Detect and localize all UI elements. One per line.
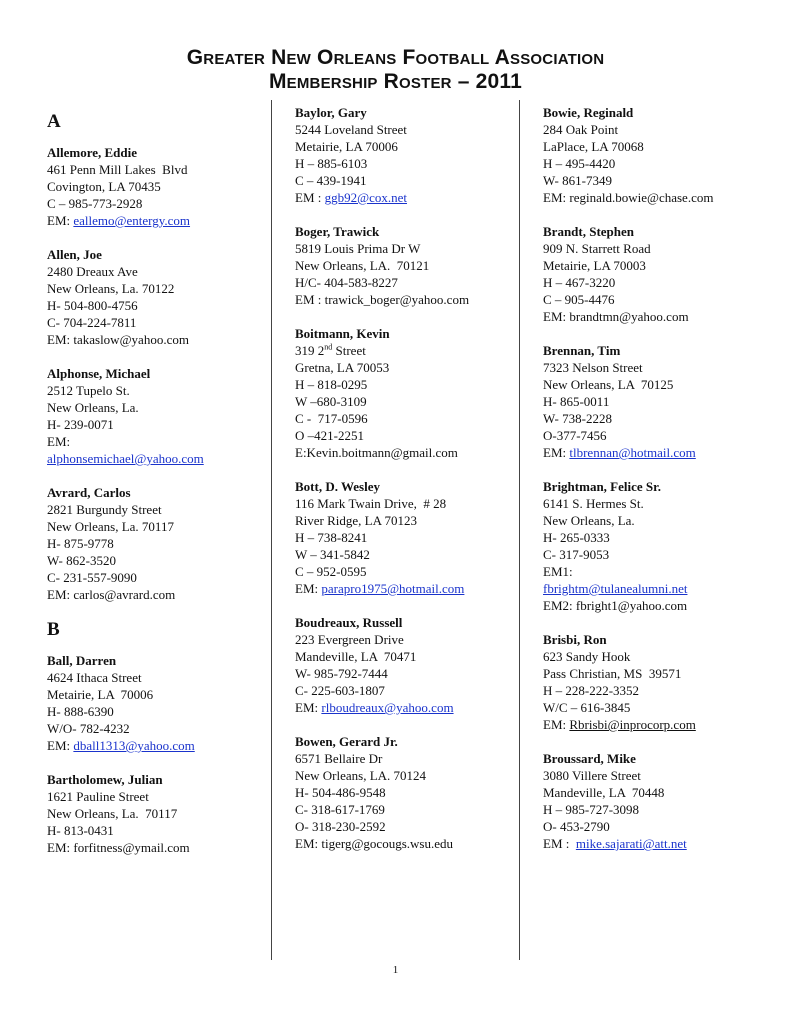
entry-line (543, 818, 783, 835)
email-link[interactable]: rlboudreaux@yahoo.com (321, 700, 454, 715)
entry-line (543, 699, 783, 716)
roster-entry (295, 223, 510, 308)
roster-entry (543, 342, 783, 461)
entry-text: New Orleans, LA. 70121 (295, 258, 430, 273)
roster-entry (543, 104, 783, 206)
member-name: Brisbi, Ron (543, 632, 607, 647)
entry-text: O-377-7456 (543, 428, 607, 443)
entry-line (295, 155, 510, 172)
entry-text: H- 239-0071 (47, 417, 114, 432)
entry-line (295, 631, 510, 648)
entry-text: E:Kevin.boitmann@gmail.com (295, 445, 458, 460)
title-line-2: Membership Roster – 2011 (268, 70, 523, 93)
entry-line (295, 393, 510, 410)
column-divider-right (519, 100, 520, 960)
entry-text: 3080 Villere Street (543, 768, 641, 783)
entry-line (47, 382, 262, 399)
entry-line (543, 189, 783, 206)
roster-entry (47, 365, 262, 467)
entry-line (295, 801, 510, 818)
entry-text: EM: carlos@avrard.com (47, 587, 176, 602)
email-prefix: EM : (543, 836, 576, 851)
entry-line (295, 257, 510, 274)
entry-text: New Orleans, LA. 70124 (295, 768, 427, 783)
member-name: Bott, D. Wesley (295, 479, 380, 494)
entry-text: New Orleans, La. (47, 400, 139, 415)
entry-text: C – 439-1941 (295, 173, 367, 188)
roster-entry (295, 614, 510, 716)
roster-entry (295, 478, 510, 597)
entry-text: C – 952-0595 (295, 564, 367, 579)
entry-line (47, 280, 262, 297)
entry-text: W- 985-792-7444 (295, 666, 388, 681)
entry-text: 284 Oak Point (543, 122, 619, 137)
entry-line (543, 155, 783, 172)
entry-text: H – 228-222-3352 (543, 683, 640, 698)
entry-text: Gretna, LA 70053 (295, 360, 390, 375)
entry-text: 319 2 (295, 343, 325, 358)
email-prefix: EM: (47, 213, 74, 228)
entry-line (47, 518, 262, 535)
entry-text: Street (332, 343, 366, 358)
entry-line (543, 563, 783, 580)
roster-entry (295, 104, 510, 206)
entry-line (543, 427, 783, 444)
entry-line (295, 410, 510, 427)
entry-line (47, 399, 262, 416)
entry-text: 1621 Pauline Street (47, 789, 149, 804)
entry-line (295, 138, 510, 155)
entry-text: EM: tigerg@gocougs.wsu.edu (295, 836, 453, 851)
entry-line (543, 274, 783, 291)
entry-line (295, 240, 510, 257)
entry-text: C- 225-603-1807 (295, 683, 385, 698)
entry-line (47, 161, 262, 178)
member-name: Bowen, Gerard Jr. (295, 734, 398, 749)
entry-text: W- 862-3520 (47, 553, 116, 568)
entry-text: 2821 Burgundy Street (47, 502, 162, 517)
entry-text: Metairie, LA 70006 (47, 687, 154, 702)
entry-text: H/C- 404-583-8227 (295, 275, 398, 290)
member-name: Avrard, Carlos (47, 485, 131, 500)
entry-line (295, 835, 510, 852)
entry-text: H- 504-800-4756 (47, 298, 138, 313)
email-link[interactable]: eallemo@entergy.com (73, 213, 191, 228)
member-name: Allen, Joe (47, 247, 102, 262)
entry-line (47, 805, 262, 822)
entries-col2 (295, 104, 510, 852)
document-title (0, 46, 791, 94)
email-prefix: EM: (47, 738, 74, 753)
entry-line (543, 359, 783, 376)
member-name: Boger, Trawick (295, 224, 380, 239)
entry-line (543, 410, 783, 427)
roster-entry (47, 144, 262, 229)
entry-line (543, 138, 783, 155)
entry-line (47, 535, 262, 552)
entry-text: New Orleans, La. 70117 (47, 519, 174, 534)
entry-line (295, 665, 510, 682)
email-prefix: EM: (295, 581, 322, 596)
entry-line (295, 580, 510, 597)
entry-line (47, 788, 262, 805)
entry-text: C – 905-4476 (543, 292, 615, 307)
entries-a (47, 144, 262, 603)
email-link[interactable]: dball1313@yahoo.com (73, 738, 195, 753)
entry-line (543, 512, 783, 529)
entry-text: Metairie, LA 70006 (295, 139, 398, 154)
entry-text: River Ridge, LA 70123 (295, 513, 418, 528)
entry-line (295, 784, 510, 801)
entry-line (543, 784, 783, 801)
entry-line (47, 450, 262, 467)
entry-line (543, 665, 783, 682)
entry-line (47, 737, 262, 754)
email-link[interactable]: ggb92@cox.net (324, 190, 407, 205)
entry-line (47, 178, 262, 195)
member-name: Brennan, Tim (543, 343, 621, 358)
member-name: Bowie, Reginald (543, 105, 634, 120)
entry-text: H – 985-727-3098 (543, 802, 640, 817)
entry-line (543, 308, 783, 325)
entry-line (543, 648, 783, 665)
entry-text: O –421-2251 (295, 428, 364, 443)
entry-text: 461 Penn Mill Lakes Blvd (47, 162, 188, 177)
entries-b (47, 652, 262, 856)
entry-line (295, 750, 510, 767)
entry-text: 2512 Tupelo St. (47, 383, 130, 398)
entry-line (295, 682, 510, 699)
entry-line (47, 195, 262, 212)
entry-line (543, 240, 783, 257)
entry-line (47, 331, 262, 348)
entry-text: 7323 Nelson Street (543, 360, 643, 375)
entry-text: W- 738-2228 (543, 411, 612, 426)
entry-text: EM: takaslow@yahoo.com (47, 332, 189, 347)
entry-line (543, 444, 783, 461)
entry-line (543, 172, 783, 189)
roster-entry (47, 484, 262, 603)
email-prefix: EM: (543, 445, 570, 460)
entry-text: C – 985-773-2928 (47, 196, 143, 211)
entry-line (543, 835, 783, 852)
member-name: Alphonse, Michael (47, 366, 151, 381)
entry-text: O- 453-2790 (543, 819, 610, 834)
entry-text: H- 888-6390 (47, 704, 114, 719)
roster-entry (543, 750, 783, 852)
roster-entry (543, 223, 783, 325)
roster-entry (47, 652, 262, 754)
entry-line (543, 767, 783, 784)
entry-text: H – 495-4420 (543, 156, 616, 171)
entry-line (47, 703, 262, 720)
entry-line (295, 342, 510, 359)
entry-line (543, 597, 783, 614)
entry-line (295, 648, 510, 665)
entry-text: H – 738-8241 (295, 530, 368, 545)
entry-text: W/O- 782-4232 (47, 721, 130, 736)
roster-column-1 (47, 104, 262, 873)
entry-text: Pass Christian, MS 39571 (543, 666, 682, 681)
entry-text: C- 231-557-9090 (47, 570, 137, 585)
entry-line (47, 720, 262, 737)
entry-text: H- 813-0431 (47, 823, 114, 838)
entry-line (543, 801, 783, 818)
entry-text: 2480 Dreaux Ave (47, 264, 138, 279)
entry-line (47, 669, 262, 686)
entry-line (295, 121, 510, 138)
entry-line (295, 495, 510, 512)
entry-line (543, 495, 783, 512)
email-prefix: EM : (295, 190, 325, 205)
entry-line (295, 427, 510, 444)
entry-line (543, 291, 783, 308)
entry-text: 5819 Louis Prima Dr W (295, 241, 421, 256)
entry-line (295, 274, 510, 291)
entry-text: H – 467-3220 (543, 275, 616, 290)
entry-line (543, 580, 783, 597)
entry-line (543, 121, 783, 138)
entries-col3 (543, 104, 783, 852)
entry-text: EM: reginald.bowie@chase.com (543, 190, 714, 205)
entry-text: EM1: (543, 564, 573, 579)
entry-text: New Orleans, La. 70122 (47, 281, 175, 296)
entry-line (295, 444, 510, 461)
entry-line (543, 257, 783, 274)
member-name: Allemore, Eddie (47, 145, 138, 160)
entry-text: C- 318-617-1769 (295, 802, 385, 817)
section-letter-b: B (47, 619, 60, 640)
entry-line (47, 263, 262, 280)
entry-line (295, 699, 510, 716)
entry-text: W –680-3109 (295, 394, 367, 409)
entry-line (543, 393, 783, 410)
entry-text: H- 875-9778 (47, 536, 114, 551)
entry-line (47, 501, 262, 518)
roster-entry (295, 325, 510, 461)
entry-text: C- 317-9053 (543, 547, 610, 562)
entry-line (47, 552, 262, 569)
entry-text: C- 704-224-7811 (47, 315, 137, 330)
entry-text: 6141 S. Hermes St. (543, 496, 644, 511)
column-divider-left (271, 100, 272, 960)
entry-line (47, 839, 262, 856)
entry-text: Metairie, LA 70003 (543, 258, 646, 273)
member-name: Boitmann, Kevin (295, 326, 390, 341)
email-prefix: EM: (543, 717, 570, 732)
entry-text: H- 504-486-9548 (295, 785, 386, 800)
entry-line (47, 297, 262, 314)
entry-line (47, 586, 262, 603)
entry-text: EM2: fbright1@yahoo.com (543, 598, 688, 613)
entry-line (47, 416, 262, 433)
entry-text: EM: brandtmn@yahoo.com (543, 309, 689, 324)
email-prefix: EM: (295, 700, 322, 715)
entry-text: H – 818-0295 (295, 377, 368, 392)
entry-text: Covington, LA 70435 (47, 179, 161, 194)
email-link[interactable]: fbrightm@tulanealumni.net (543, 581, 688, 596)
roster-entry (295, 733, 510, 852)
entry-line (47, 433, 262, 450)
entry-line (295, 563, 510, 580)
member-name: Brightman, Felice Sr. (543, 479, 661, 494)
entry-text: 116 Mark Twain Drive, # 28 (295, 496, 447, 511)
roster-entry (543, 478, 783, 614)
ordinal-suffix: nd (324, 342, 333, 352)
entry-text: New Orleans, La. 70117 (47, 806, 178, 821)
member-name: Bartholomew, Julian (47, 772, 163, 787)
entry-line (543, 546, 783, 563)
entry-text: H- 865-0011 (543, 394, 610, 409)
entry-text: W- 861-7349 (543, 173, 612, 188)
email-link[interactable]: mike.sajarati@att.net (575, 836, 687, 851)
entry-line (47, 686, 262, 703)
entry-line (47, 212, 262, 229)
entry-text: 5244 Loveland Street (295, 122, 407, 137)
entry-line (295, 529, 510, 546)
roster-entry (47, 771, 262, 856)
page-number: 1 (392, 964, 399, 976)
entry-text: EM: forfitness@ymail.com (47, 840, 190, 855)
entry-text: C - 717-0596 (295, 411, 368, 426)
roster-column-2 (295, 104, 510, 869)
email-link[interactable]: tlbrennan@hotmail.com (569, 445, 696, 460)
entry-line (295, 189, 510, 206)
member-name: Brandt, Stephen (543, 224, 635, 239)
entry-text: H – 885-6103 (295, 156, 368, 171)
entry-line (47, 569, 262, 586)
entry-text: New Orleans, La. (543, 513, 635, 528)
email-link[interactable]: alphonsemichael@yahoo.com (47, 451, 204, 466)
entry-line (295, 767, 510, 784)
member-name: Baylor, Gary (295, 105, 367, 120)
member-name: Ball, Darren (47, 653, 117, 668)
entry-line (295, 546, 510, 563)
entry-text: LaPlace, LA 70068 (543, 139, 644, 154)
title-line-1: Greater New Orleans Football Association (186, 46, 605, 69)
entry-text: Mandeville, LA 70448 (543, 785, 665, 800)
member-name: Boudreaux, Russell (295, 615, 403, 630)
entry-text: Mandeville, LA 70471 (295, 649, 417, 664)
email-link[interactable]: parapro1975@hotmail.com (321, 581, 465, 596)
entry-line (543, 376, 783, 393)
entry-text: 909 N. Starrett Road (543, 241, 651, 256)
entry-line (295, 291, 510, 308)
entry-line (295, 512, 510, 529)
entry-line (295, 376, 510, 393)
section-letter-a: A (47, 111, 61, 132)
entry-line (543, 682, 783, 699)
entry-line (295, 172, 510, 189)
roster-entry (47, 246, 262, 348)
entry-line (543, 716, 783, 733)
email-link[interactable]: Rbrisbi@inprocorp.com (569, 717, 696, 732)
entry-text: O- 318-230-2592 (295, 819, 386, 834)
entry-line (295, 359, 510, 376)
entry-text: 6571 Bellaire Dr (295, 751, 383, 766)
member-name: Broussard, Mike (543, 751, 636, 766)
entry-text: 223 Evergreen Drive (295, 632, 404, 647)
entry-text: H- 265-0333 (543, 530, 610, 545)
entry-text: 623 Sandy Hook (543, 649, 631, 664)
entry-line (47, 822, 262, 839)
entry-line (47, 314, 262, 331)
entry-text: W/C – 616-3845 (543, 700, 631, 715)
entry-text: EM: (47, 434, 71, 449)
entry-line (543, 529, 783, 546)
entry-text: EM : trawick_boger@yahoo.com (295, 292, 470, 307)
entry-text: 4624 Ithaca Street (47, 670, 142, 685)
roster-entry (543, 631, 783, 733)
roster-column-3 (543, 104, 783, 869)
entry-line (295, 818, 510, 835)
entry-text: New Orleans, LA 70125 (543, 377, 674, 392)
entry-text: W – 341-5842 (295, 547, 370, 562)
